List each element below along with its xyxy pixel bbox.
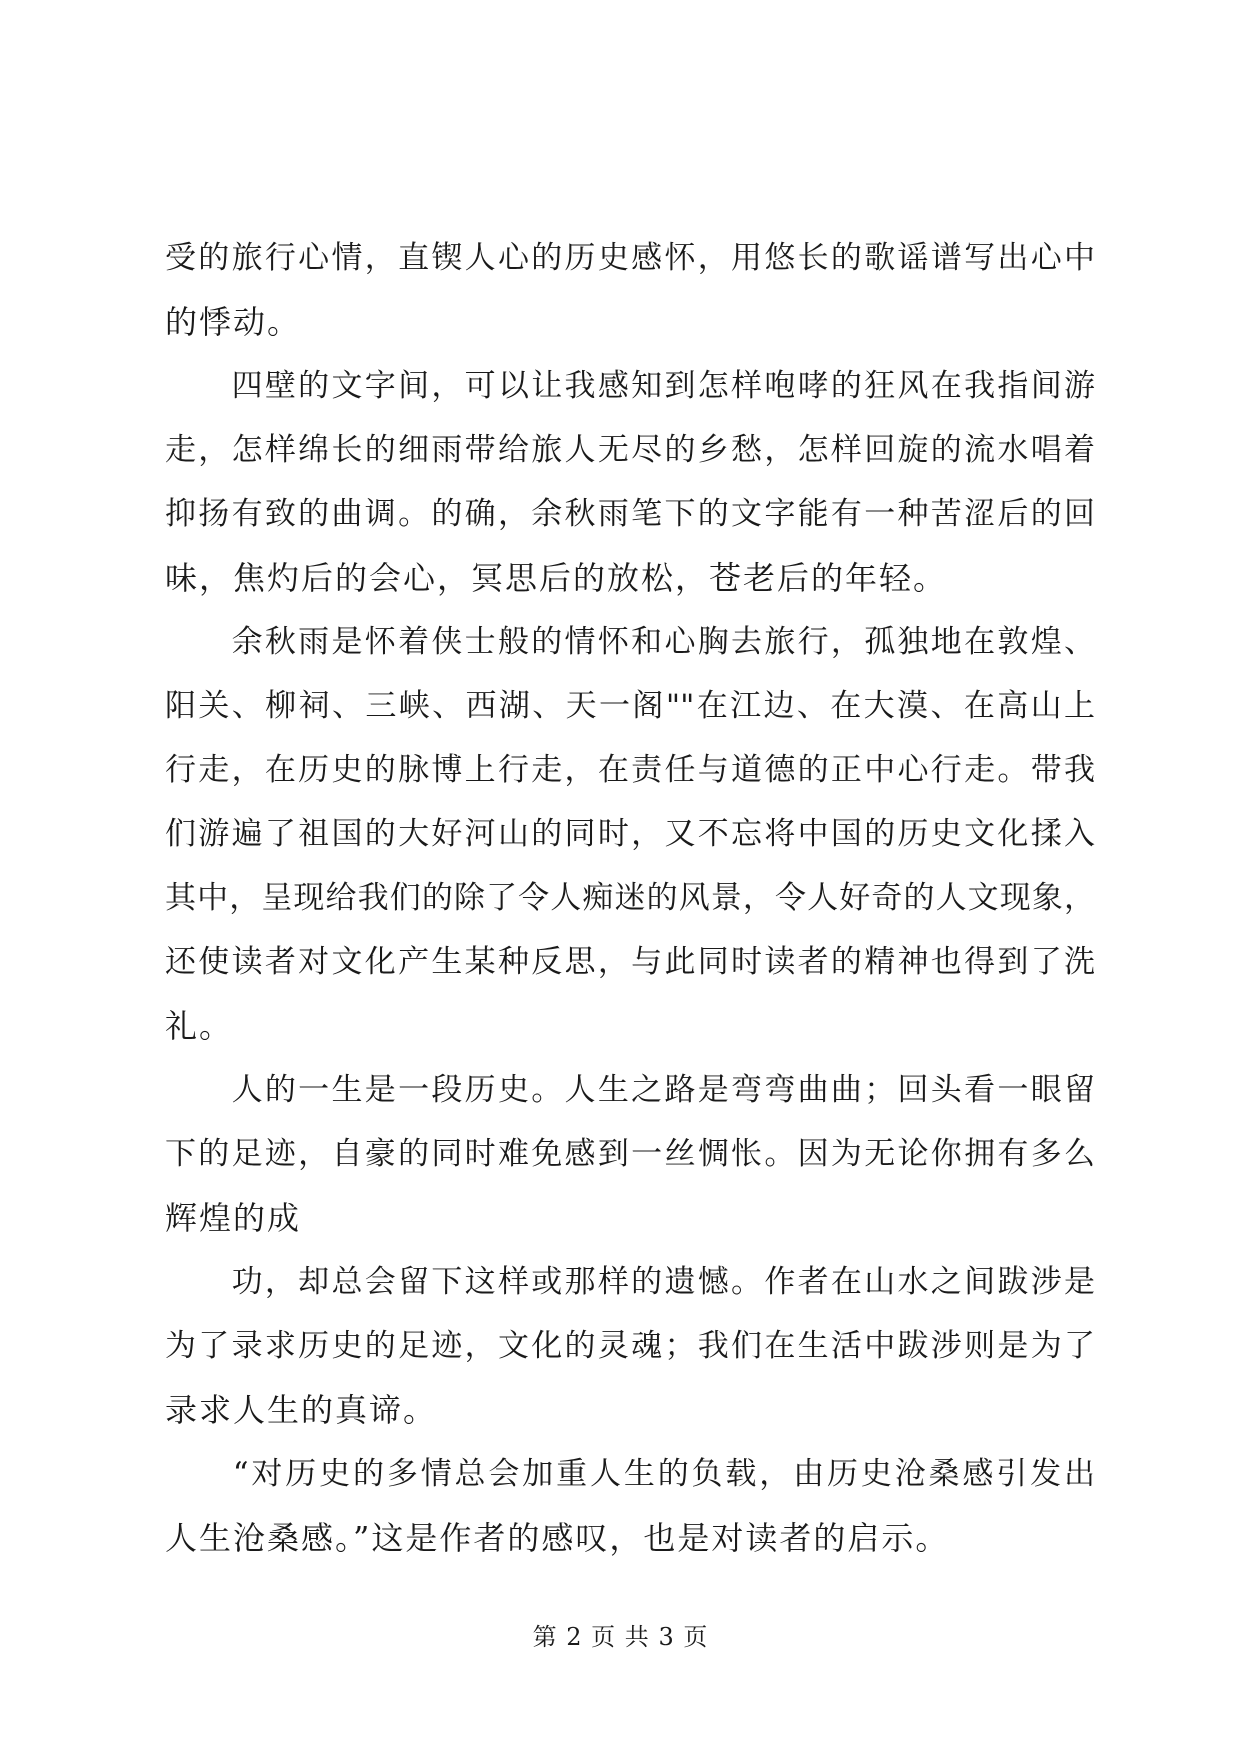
text-line: “对历史的多情总会加重人生的负载，由历史沧桑感引发出 [165,1456,1095,1492]
text-line: 辉煌的成 [165,1199,302,1237]
text-line: 还使读者对文化产生某种反思，与此同时读者的精神也得到了洗 [165,944,1095,980]
text-line: 为了录求历史的足迹，文化的灵魂；我们在生活中跋涉则是为了 [165,1328,1095,1364]
text-line: 功，却总会留下这样或那样的遗憾。作者在山水之间跋涉是 [165,1264,1095,1300]
text-line: 其中，呈现给我们的除了令人痴迷的风景，令人好奇的人文现象， [165,880,1095,916]
text-line: 走，怎样绵长的细雨带给旅人无尽的乡愁，怎样回旋的流水唱着 [165,432,1095,468]
text-line: 人生沧桑感。”这是作者的感叹，也是对读者的启示。 [165,1519,950,1557]
text-line: 行走，在历史的脉博上行走，在责任与道德的正中心行走。带我 [165,752,1095,788]
text-line: 们游遍了祖国的大好河山的同时，又不忘将中国的历史文化揉入 [165,816,1095,852]
text-line: 受的旅行心情，直锲人心的历史感怀，用悠长的歌谣谱写出心中 [165,240,1095,276]
text-line: 味，焦灼后的会心，冥思后的放松，苍老后的年轻。 [165,559,948,597]
text-line: 人的一生是一段历史。人生之路是弯弯曲曲；回头看一眼留 [165,1072,1095,1108]
body-text [165,226,1095,1570]
text-line: 四壁的文字间，可以让我感知到怎样咆哮的狂风在我指间游 [165,368,1095,404]
text-line: 阳关、柳祠、三峡、西湖、天一阁""在江边、在大漠、在高山上 [165,688,1095,724]
text-line: 余秋雨是怀着侠士般的情怀和心胸去旅行，孤独地在敦煌、 [165,624,1095,660]
text-line: 礼。 [165,1007,234,1045]
text-line: 下的足迹，自豪的同时难免感到一丝惆怅。因为无论你拥有多么 [165,1136,1095,1172]
page-number-footer: 第 2 页 共 3 页 [532,1623,709,1651]
text-line: 的悸动。 [165,303,302,341]
text-line: 录求人生的真谛。 [165,1391,438,1429]
text-line: 抑扬有致的曲调。的确，余秋雨笔下的文字能有一种苦涩后的回 [165,496,1095,532]
